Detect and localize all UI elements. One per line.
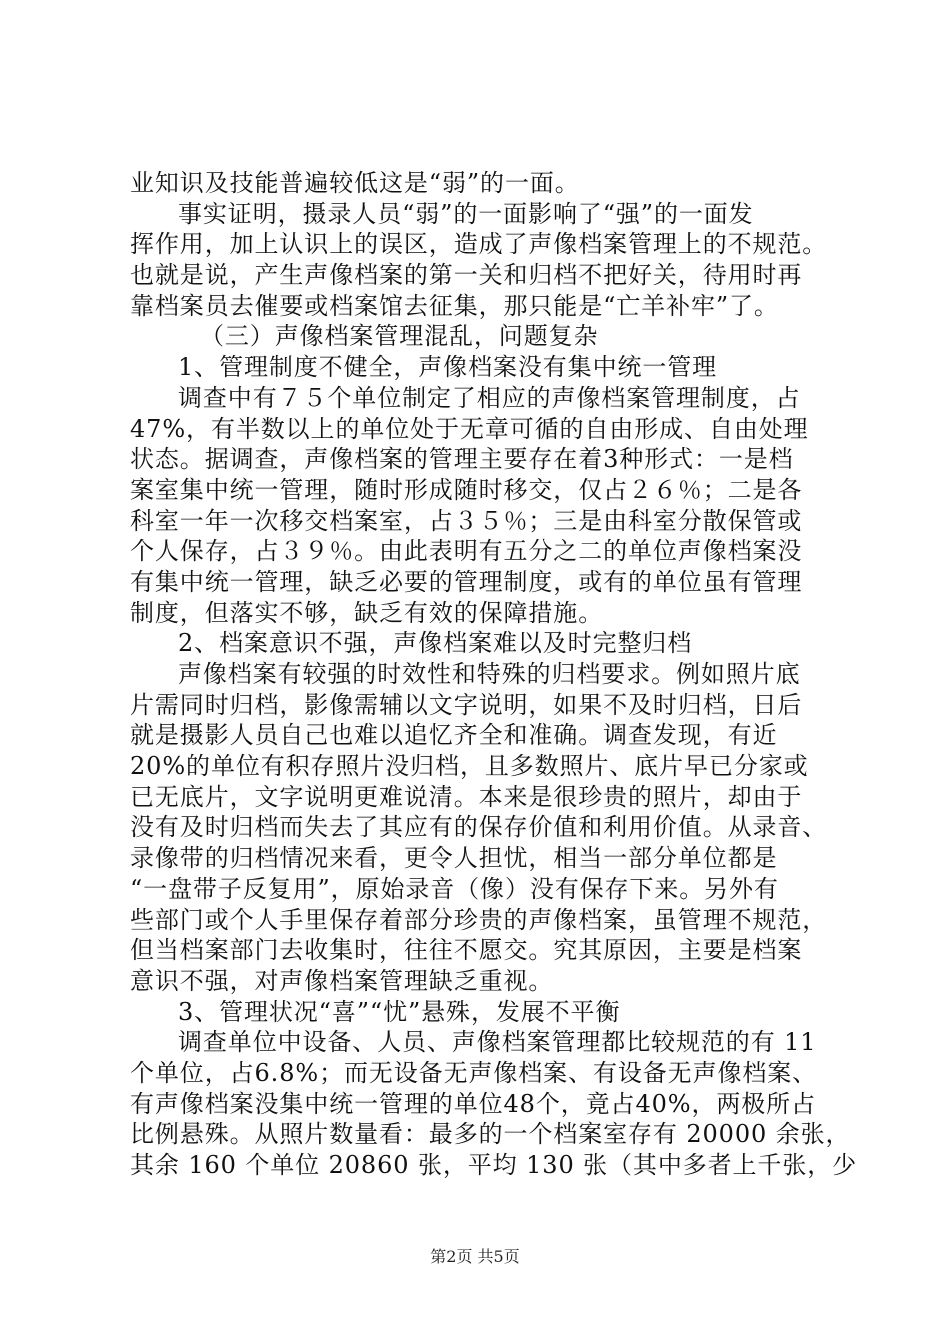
text-line: 科室一年一次移交档案室，占３５％；三是由科室分散保管或 (130, 506, 803, 535)
text-line: 也就是说，产生声像档案的第一关和归档不把好关，待用时再 (130, 261, 803, 290)
text-line: 没有及时归档而失去了其应有的保存价值和利用价值。从录音、 (130, 813, 828, 842)
text-line: 个人保存，占３９％。由此表明有五分之二的单位声像档案没 (130, 537, 803, 566)
text-line: 其余 160 个单位 20860 张，平均 130 张（其中多者上千张，少 (130, 1151, 858, 1179)
text-line: 有声像档案没集中统一管理的单位48个，竟占40%，两极所占 (130, 1089, 816, 1118)
text-line: 些部门或个人手里保存着部分珍贵的声像档案，虽管理不规范， (130, 905, 828, 934)
text-line: 但当档案部门去收集时，往往不愿交。究其原因，主要是档案 (130, 936, 803, 965)
text-line: 片需同时归档，影像需辅以文字说明，如果不及时归档，日后 (130, 690, 803, 719)
text-line: 调查中有７５个单位制定了相应的声像档案管理制度，占 (178, 383, 801, 412)
text-line: 状态。据调查，声像档案的管理主要存在着3种形式：一是档 (130, 445, 794, 474)
subsection-heading: 1、管理制度不健全，声像档案没有集中统一管理 (178, 353, 718, 382)
text-line: 个单位，占6.8%；而无设备无声像档案、有设备无声像档案、 (130, 1058, 818, 1087)
text-line: 47%，有半数以上的单位处于无章可循的自由形成、自由处理 (130, 414, 809, 443)
text-line: 声像档案有较强的时效性和特殊的归档要求。例如照片底 (178, 660, 801, 688)
text-line: 业知识及技能普遍较低这是“弱”的一面。 (130, 169, 580, 197)
text-line: 有集中统一管理，缺乏必要的管理制度，或有的单位虽有管理 (130, 567, 803, 596)
text-line: 已无底片，文字说明更难说清。本来是很珍贵的照片，却由于 (130, 782, 803, 811)
text-line: 就是摄影人员自己也难以追忆齐全和准确。调查发现，有近 (130, 721, 778, 750)
subsection-heading: 3、管理状况“喜”“忧”悬殊，发展不平衡 (178, 997, 621, 1026)
text-line: 录像带的归档情况来看，更令人担忧，相当一部分单位都是 (130, 844, 778, 873)
text-line: 靠档案员去催要或档案馆去征集，那只能是“亡羊补牢”了。 (130, 291, 779, 320)
text-line: 事实证明，摄录人员“弱”的一面影响了“强”的一面发 (178, 199, 754, 228)
text-line: 比例悬殊。从照片数量看：最多的一个档案室存有 20000 余张， (130, 1120, 851, 1149)
text-line: 意识不强，对声像档案管理缺乏重视。 (130, 966, 554, 995)
section-heading: （三）声像档案管理混乱，问题复杂 (200, 322, 599, 351)
body-text (130, 168, 858, 1181)
subsection-heading: 2、档案意识不强，声像档案难以及时完整归档 (178, 629, 693, 658)
text-line: 20%的单位有积存照片没归档，且多数照片、底片早已分家或 (130, 752, 809, 781)
text-line: 调查单位中设备、人员、声像档案管理都比较规范的有 11 (178, 1028, 817, 1057)
text-line: 制度，但落实不够，缺乏有效的保障措施。 (130, 598, 604, 627)
text-line: 挥作用，加上认识上的误区，造成了声像档案管理上的不规范。 (130, 230, 828, 259)
page-number-footer: 第2页 共5页 (430, 1247, 520, 1266)
text-line: 案室集中统一管理，随时形成随时移交，仅占２６％；二是各 (130, 475, 803, 504)
text-line: “一盘带子反复用”，原始录音（像）没有保存下来。另外有 (130, 874, 779, 903)
